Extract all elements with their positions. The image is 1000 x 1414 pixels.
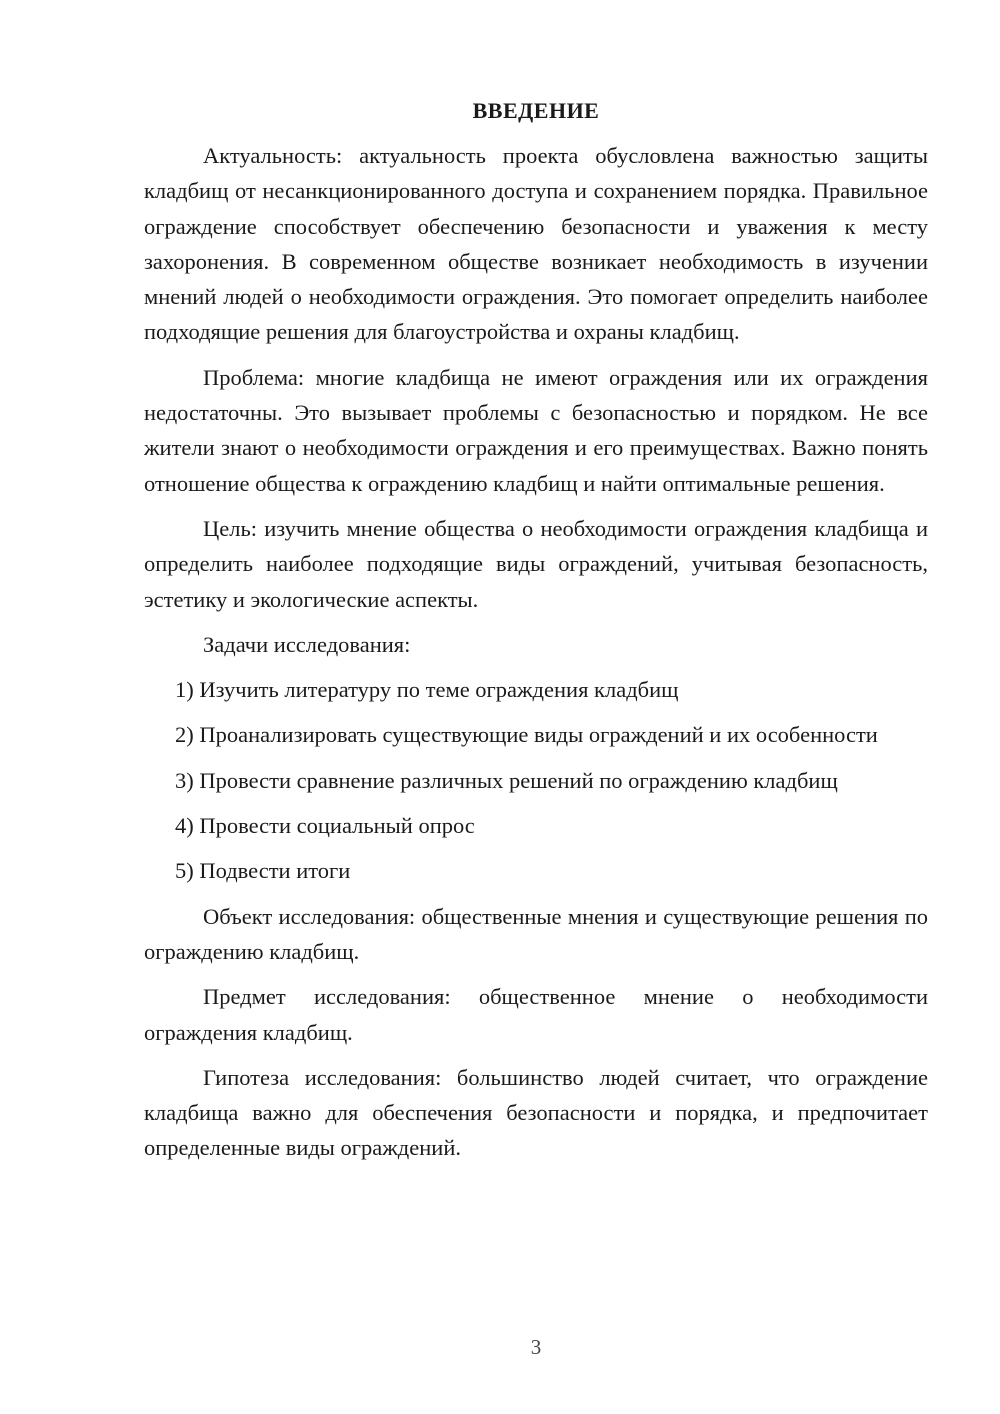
page-number: 3 [530, 1335, 542, 1359]
paragraph-relevance: Актуальность: актуальность проекта обусловлена важностью защиты кладбищ от несанкционированного доступа и сохранением порядка. Правильное ограждение способствует обеспечению безопасности и уважения к месту захоронения. В современном обществе возникает необходимость в изучении мнений людей о необходимости ограждения. Это помогает определить наиболее подходящие решения для благоустройства и охраны кладбищ. [144, 143, 928, 345]
task-item-5: 5) Подвести итоги [175, 858, 351, 884]
task-item-3: 3) Провести сравнение различных решений по ограждению кладбищ [175, 767, 838, 793]
task-item-2: 2) Проанализировать существующие виды ограждений и их особенности [175, 722, 878, 748]
paragraph-goal: Цель: изучить мнение общества о необходимости ограждения кладбища и определить наиболее подходящие виды ограждений, учитывая безопасность, эстетику и экологические аспекты. [144, 515, 928, 612]
paragraph-object: Объект исследования: общественные мнения и существующие решения по ограждению кладбищ. [144, 903, 928, 964]
task-item-1: 1) Изучить литературу по теме ограждения кладбищ [175, 677, 679, 703]
document-page [144, 96, 928, 1166]
task-item-4: 4) Провести социальный опрос [175, 813, 475, 839]
paragraph-subject: Предмет исследования: общественное мнение о необходимости ограждения кладбищ. [144, 984, 928, 1045]
tasks-heading: Задачи исследования: [203, 631, 411, 657]
paragraph-hypothesis: Гипотеза исследования: большинство людей считает, что ограждение кладбища важно для обеспечения безопасности и порядка, и предпочитает определенные виды ограждений. [144, 1064, 928, 1161]
section-heading: ВВЕДЕНИЕ [472, 98, 600, 123]
paragraph-problem: Проблема: многие кладбища не имеют ограждения или их ограждения недостаточны. Это вызывает проблемы с безопасностью и порядком. Не все жители знают о необходимости ограждения и его преимуществах. Важно понять отношение общества к ограждению кладбищ и найти оптимальные решения. [144, 364, 928, 496]
